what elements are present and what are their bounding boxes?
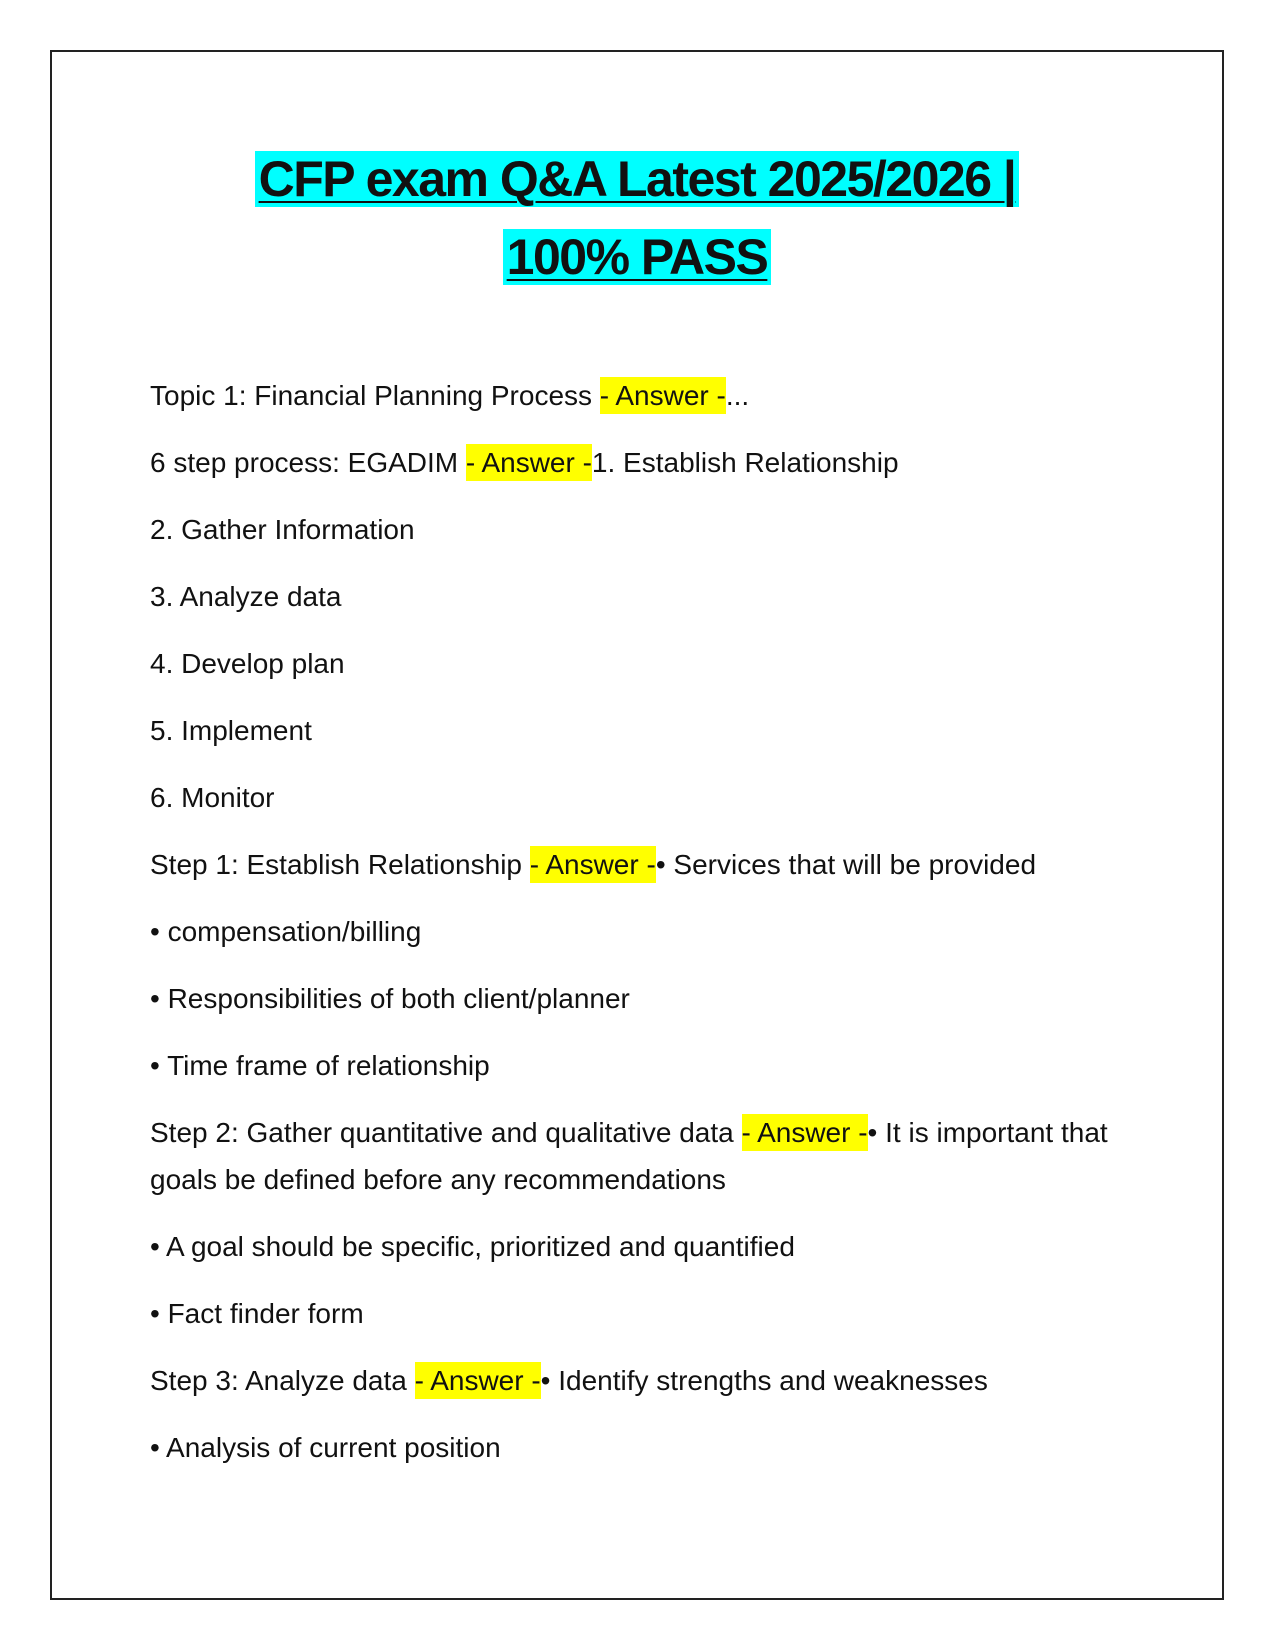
qa-line-step-2: Step 2: Gather quantitative and qualitative data - Answer -• It is important that goals be defined before any recommendations: [150, 1109, 1130, 1203]
list-item: 3. Analyze data: [150, 581, 342, 612]
answer-marker: - Answer -: [742, 1114, 868, 1151]
answer-marker: - Answer -: [600, 377, 726, 414]
title-line-1: CFP exam Q&A Latest 2025/2026 |: [255, 151, 1020, 207]
list-item: • Fact finder form: [150, 1298, 364, 1329]
list-item: • Responsibilities of both client/planner: [150, 983, 630, 1014]
document-body: [150, 372, 1130, 1491]
list-item: • Analysis of current position: [150, 1432, 501, 1463]
answer-marker: - Answer -: [530, 846, 656, 883]
list-item: • compensation/billing: [150, 916, 422, 947]
qa-line-step-3: Step 3: Analyze data - Answer -• Identify strengths and weaknesses: [150, 1357, 1130, 1404]
answer-marker: - Answer -: [415, 1362, 541, 1399]
list-item: 5. Implement: [150, 715, 312, 746]
list-item: 4. Develop plan: [150, 648, 345, 679]
qa-line-step-1: Step 1: Establish Relationship - Answer -• Services that will be provided: [150, 841, 1130, 888]
answer-marker: - Answer -: [466, 444, 592, 481]
qa-line-topic-1: Topic 1: Financial Planning Process - Answer -...: [150, 372, 1130, 419]
list-item: 2. Gather Information: [150, 514, 415, 545]
list-item: 6. Monitor: [150, 782, 275, 813]
document-title: [50, 140, 1224, 296]
title-line-2: 100% PASS: [503, 229, 772, 285]
list-item: • Time frame of relationship: [150, 1050, 490, 1081]
list-item: • A goal should be specific, prioritized and quantified: [150, 1231, 795, 1262]
qa-line-six-step-process: 6 step process: EGADIM - Answer -1. Establish Relationship: [150, 439, 1130, 486]
